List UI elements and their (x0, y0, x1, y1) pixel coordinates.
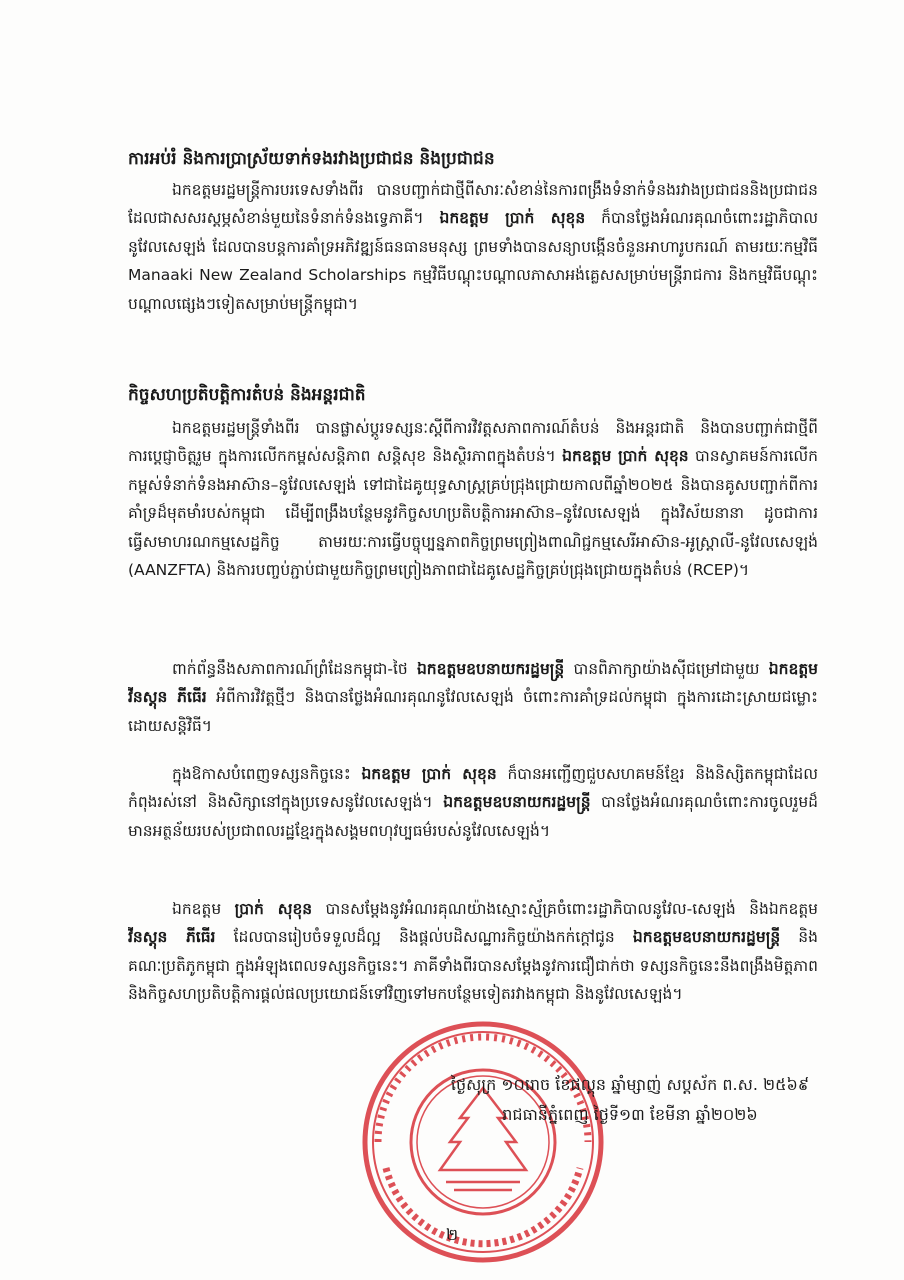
section-heading-education: ការអប់រំ និងការប្រាស្រ័យទាក់ទងរវាងប្រជាជន និងប្រជាជន (128, 149, 495, 169)
section-heading-cooperation: កិច្ចសហប្រតិបត្តិការតំបន់ និងអន្តរជាតិ (128, 385, 366, 405)
paragraph-cooperation-3: ក្នុងឱកាសបំពេញទស្សនកិច្ចនេះ ឯកឧត្តម ប្រាក់ សុខុន ក៏បានអញ្ជើញជួបសហគមន៍ខ្មែរ និងនិស្សិតកម្ពុជាដែលកំពុងរស់នៅ និងសិក្សានៅក្នុងប្រទេសនូវែលសេឡង់។ ឯកឧត្តមឧបនាយករដ្ឋមន្ត្រី បានថ្លែងអំណរគុណចំពោះការចូលរួមដ៏មានអត្ថន័យរបស់ប្រជាពលរដ្ឋខ្មែរក្នុងសង្គមពហុវប្បធម៌របស់នូវែលសេឡង់។ (128, 765, 818, 840)
paragraph-cooperation-1: ឯកឧត្តមរដ្ឋមន្ត្រីទាំងពីរ បានផ្លាស់ប្តូរទស្សនៈស្តីពីការវិវត្តសភាពការណ៍តំបន់ និងអន្តរជាតិ និងបានបញ្ជាក់ជាថ្មីពីការប្តេជ្ញាចិត្តរួម ក្នុងការលើកកម្ពស់សន្តិភាព សន្តិសុខ និងស្ថិរភាពក្នុងតំបន់។ ឯកឧត្តម ប្រាក់ សុខុន បានស្វាគមន៍ការលើកកម្ពស់ទំនាក់ទំនងអាស៊ាន–នូវែលសេឡង់ ទៅជាដៃគូយុទ្ធសាស្ត្រគ្រប់ជ្រុងជ្រោយកាលពីឆ្នាំ២០២៥ និងបានគូសបញ្ជាក់ពីការគាំទ្រដ៏មុតមាំរបស់កម្ពុជា ដើម្បីពង្រឹងបន្ថែមនូវកិច្ចសហប្រតិបត្តិការអាស៊ាន–នូវែលសេឡង់ ក្នុងវិស័យនានា ដូចជាការធ្វើសមាហរណកម្មសេដ្ឋកិច្ច តាមរយៈការធ្វើបច្ចុប្បន្នភាពកិច្ចព្រមព្រៀងពាណិជ្ជកម្មសេរីអាស៊ាន-អូស្ត្រាលី-នូវែលសេឡង់ (AANZFTA) និងការបញ្ចប់ភ្ជាប់ជាមួយកិច្ចព្រមព្រៀងភាពជាដៃគូសេដ្ឋកិច្ចគ្រប់ជ្រុងជ្រោយក្នុងតំបន់ (RCEP)។ (128, 419, 818, 580)
paragraph-education: ឯកឧត្តមរដ្ឋមន្ត្រីការបរទេសទាំងពីរ បានបញ្ជាក់ជាថ្មីពីសារៈសំខាន់នៃការពង្រឹងទំនាក់ទំនងរវាងប្រជាជននិងប្រជាជន ដែលជាសសរស្តម្ភសំខាន់មួយនៃទំនាក់ទំនងទ្វេភាគី។ ឯកឧត្តម ប្រាក់ សុខុន ក៏បានថ្លែងអំណរគុណចំពោះរដ្ឋាភិបាលនូវែលសេឡង់ ដែលបានបន្តការគាំទ្រអភិវឌ្ឍន៍ធនធានមនុស្ស ព្រមទាំងបានសន្យាបង្កើនចំនួនអាហារូបករណ៍ តាមរយៈកម្មវិធី Manaaki New Zealand Scholarships កម្មវិធីបណ្តុះបណ្តាលភាសាអង់គ្លេសសម្រាប់មន្ត្រីរាជការ និងកម្មវិធីបណ្តុះបណ្តាលផ្សេងៗទៀតសម្រាប់មន្ត្រីកម្ពុជា។ (128, 181, 818, 313)
paragraph-cooperation-4: ឯកឧត្តម ប្រាក់ សុខុន បានសម្តែងនូវអំណរគុណយ៉ាងស្មោះស្ម័គ្រចំពោះរដ្ឋាភិបាលនូវែល-សេឡង់ និងឯកឧត្តម វីនស្តុន ភីធើរ ដែលបានរៀបចំទទួលដ៏ល្អ និងផ្តល់បដិសណ្ឋារកិច្ចយ៉ាងកក់ក្តៅជូន ឯកឧត្តមឧបនាយករដ្ឋមន្ត្រី និងគណៈប្រតិភូកម្ពុជា ក្នុងអំឡុងពេលទស្សនកិច្ចនេះ។ ភាគីទាំងពីរបានសម្តែងនូវការជឿជាក់ថា ទស្សនកិច្ចនេះនឹងពង្រឹងមិត្តភាព និងកិច្ចសហប្រតិបត្តិការផ្តល់ផលប្រយោជន៍ទៅវិញទៅមកបន្ថែមទៀតរវាងកម្ពុជា និងនូវែលសេឡង់។ (128, 900, 818, 1004)
dateline-solar: រាជធានីភ្នំពេញ ថ្ងៃទី១៣ ខែមីនា ឆ្នាំ២០២៦ (502, 1105, 758, 1124)
page-number: ២ (445, 1225, 459, 1244)
dateline-lunar: ថ្ងៃសុក្រ ១០រោច ខែផល្គុន ឆ្នាំម្សាញ់ សប្តស័ក ព.ស. ២៥៦៩ (450, 1075, 810, 1094)
paragraph-cooperation-2: ពាក់ព័ន្ធនឹងសភាពការណ៍ព្រំដែនកម្ពុជា-ថៃ ឯកឧត្តមឧបនាយករដ្ឋមន្ត្រី បានពិភាក្សាយ៉ាងស៊ីជម្រៅជាមួយ ឯកឧត្តម វីនស្តុន ភីធើរ អំពីការវិវត្តថ្មីៗ និងបានថ្លែងអំណរគុណនូវែលសេឡង់ ចំពោះការគាំទ្រដល់កម្ពុជា ក្នុងការដោះស្រាយជម្លោះដោយសន្តិវិធី។ (128, 660, 818, 735)
